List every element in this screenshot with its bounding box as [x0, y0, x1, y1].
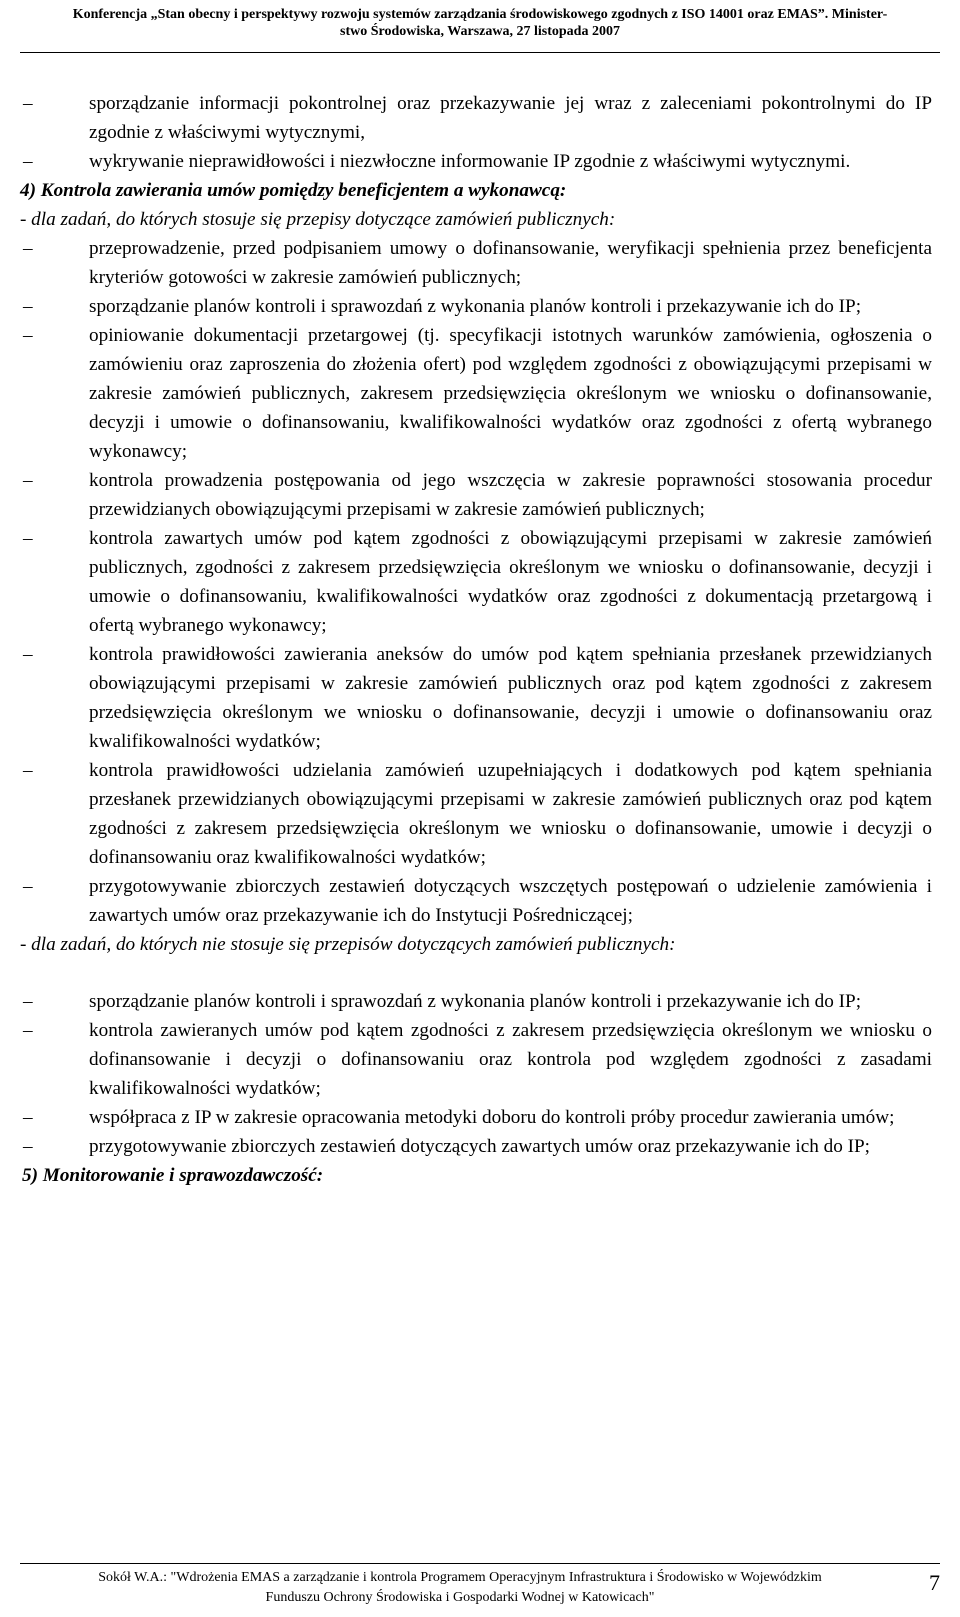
header-line-2: stwo Środowiska, Warszawa, 27 listopada 2007	[340, 24, 620, 39]
list-item: – przygotowywanie zbiorczych zestawień dotyczących zawartych umów oraz przekazywanie ich do IP;	[20, 1132, 932, 1161]
dash-bullet: –	[23, 296, 33, 317]
list-item: – kontrola prawidłowości udzielania zamówień uzupełniających i dodatkowych pod kątem spełniania przesłanek przewidzianych obowiązującymi przepisami w zakresie zamówień publicznych oraz pod kątem zgodności z zakresem przedsięwzięcia określonym we wniosku o dofinansowanie, umowie i decyzji o dofinansowaniu oraz kwalifikowalności wydatków;	[20, 756, 932, 872]
dash-bullet: –	[23, 238, 33, 259]
dash-bullet: –	[23, 93, 33, 114]
list-item: – kontrola zawieranych umów pod kątem zgodności z zakresem przedsięwzięcia określonym we wniosku o dofinansowanie i decyzji o dofinansowaniu oraz kontrola pod względem zgodności z zasadami kwalifikowalności wydatków;	[20, 1016, 932, 1103]
footer-line-2: Funduszu Ochrony Środowiska i Gospodarki Wodnej w Katowicach"	[265, 1590, 655, 1605]
list-item: – sporządzanie planów kontroli i sprawozdań z wykonania planów kontroli i przekazywanie ich do IP;	[20, 292, 932, 321]
footer-divider	[20, 1563, 940, 1564]
dash-bullet: –	[23, 528, 33, 549]
list-item: – przygotowywanie zbiorczych zestawień dotyczących wszczętych postępowań o udzielenie zamówienia i zawartych umów oraz przekazywanie ich do Instytucji Pośredniczącej;	[20, 872, 932, 930]
document-body	[20, 89, 932, 1190]
list-item: – opiniowanie dokumentacji przetargowej (tj. specyfikacji istotnych warunków zamówienia, ogłoszenia o zamówieniu oraz zaproszenia do złożenia ofert) pod względem zgodności z obowiązującymi przepisami w zakresie zamówień publicznych, zakresem przedsięwzięcia określonym we wniosku o dofinansowanie, decyzji i umowie o dofinansowaniu, kwalifikowalności wydatków oraz zgodności z ofertą wybranego wykonawcy;	[20, 321, 932, 466]
page-header	[20, 6, 940, 40]
section-4-heading: 4) Kontrola zawierania umów pomiędzy beneficjentem a wykonawcą:	[20, 180, 567, 201]
section-4-subheading-2: - dla zadań, do których nie stosuje się przepisów dotyczących zamówień publicznych:	[20, 934, 676, 955]
dash-bullet: –	[23, 1136, 33, 1157]
spacer	[20, 959, 932, 987]
header-divider	[20, 52, 940, 53]
dash-bullet: –	[23, 470, 33, 491]
footer-line-1: Sokół W.A.: "Wdrożenia EMAS a zarządzanie i kontrola Programem Operacyjnym Infrastruktura i Środowisko w Wojewódzkim	[98, 1570, 822, 1585]
section-5-heading: 5) Monitorowanie i sprawozdawczość:	[22, 1165, 324, 1186]
dash-bullet: –	[23, 644, 33, 665]
list-item: – przeprowadzenie, przed podpisaniem umowy o dofinansowanie, weryfikacji spełnienia przez beneficjenta kryteriów gotowości w zakresie zamówień publicznych;	[20, 234, 932, 292]
list-item: – wykrywanie nieprawidłowości i niezwłoczne informowanie IP zgodnie z właściwymi wytycznymi.	[20, 147, 932, 176]
list-item: – kontrola zawartych umów pod kątem zgodności z obowiązującymi przepisami w zakresie zamówień publicznych, zgodności z zakresem przedsięwzięcia określonym we wniosku o dofinansowanie, decyzji i umowie o dofinansowaniu, kwalifikowalności wydatków oraz zgodności z dokumentacją przetargową i ofertą wybranego wykonawcy;	[20, 524, 932, 640]
dash-bullet: –	[23, 760, 33, 781]
list-item: – kontrola prawidłowości zawierania aneksów do umów pod kątem spełniania przesłanek przewidzianych obowiązującymi przepisami w zakresie zamówień publicznych oraz pod kątem zgodności z zakresem przedsięwzięcia określonym we wniosku o dofinansowanie, decyzji i umowie o dofinansowaniu oraz kwalifikowalności wydatków;	[20, 640, 932, 756]
dash-bullet: –	[23, 876, 33, 897]
list-item: – współpraca z IP w zakresie opracowania metodyki doboru do kontroli próby procedur zawierania umów;	[20, 1103, 932, 1132]
header-line-1: Konferencja „Stan obecny i perspektywy rozwoju systemów zarządzania środowiskowego zgodnych z ISO 14001 oraz EMAS”. Minister-	[72, 7, 888, 22]
dash-bullet: –	[23, 325, 33, 346]
dash-bullet: –	[23, 991, 33, 1012]
page-footer	[20, 1568, 900, 1608]
dash-bullet: –	[23, 151, 33, 172]
list-item: – sporządzanie planów kontroli i sprawozdań z wykonania planów kontroli i przekazywanie ich do IP;	[20, 987, 932, 1016]
section-4-subheading-1: - dla zadań, do których stosuje się przepisy dotyczące zamówień publicznych:	[20, 209, 616, 230]
list-item: – sporządzanie informacji pokontrolnej oraz przekazywanie jej wraz z zaleceniami pokontrolnymi do IP zgodnie z właściwymi wytycznymi,	[20, 89, 932, 147]
dash-bullet: –	[23, 1107, 33, 1128]
dash-bullet: –	[23, 1020, 33, 1041]
page-number: 7	[929, 1570, 940, 1595]
list-item: – kontrola prowadzenia postępowania od jego wszczęcia w zakresie poprawności stosowania procedur przewidzianych obowiązującymi przepisami w zakresie zamówień publicznych;	[20, 466, 932, 524]
